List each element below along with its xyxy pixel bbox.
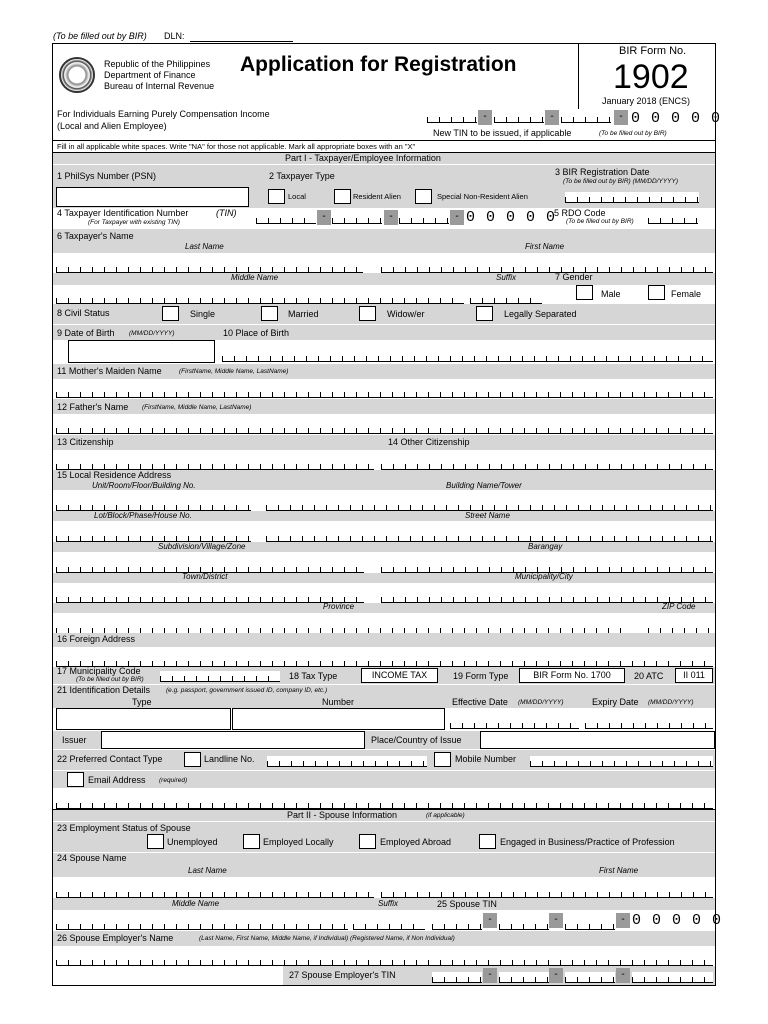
f1-label: 1 PhilSys Number (PSN) — [57, 171, 157, 181]
f18-label: 18 Tax Type — [289, 671, 338, 681]
resident-alien-label: Resident Alien — [353, 192, 401, 201]
f12-label: 12 Father's Name — [57, 402, 129, 412]
tin-separator: - — [545, 110, 559, 125]
town-input[interactable] — [56, 592, 364, 603]
other-citizenship-input[interactable] — [381, 459, 713, 470]
single-label: Single — [190, 309, 216, 319]
tin-separator: - — [549, 968, 563, 983]
part2-title: Part II - Spouse Information — [287, 810, 398, 820]
mother-name-input[interactable] — [56, 387, 713, 398]
foreign-address-input[interactable] — [56, 656, 713, 667]
eff-date-format: (MM/DD/YYYY) — [518, 699, 564, 706]
mobile-input[interactable] — [530, 756, 713, 767]
issuer-label: Issuer — [62, 735, 87, 745]
f2-label: 2 Taxpayer Type — [269, 171, 335, 181]
new-tin-branch: 0 0 0 0 0 — [631, 110, 722, 127]
dln-label: DLN: — [164, 31, 185, 41]
subtitle-1: For Individuals Earning Purely Compensation Income — [57, 109, 270, 119]
bir-reg-date-input[interactable] — [565, 192, 699, 203]
tin-separator: - — [483, 913, 497, 928]
local-label: Local — [288, 192, 306, 201]
f3-note: (To be filled out by BIR) (MM/DD/YYYY) — [563, 178, 678, 185]
psn-input[interactable] — [56, 187, 249, 207]
special-alien-checkbox[interactable] — [415, 189, 432, 204]
f21-label: 21 Identification Details — [57, 685, 151, 695]
male-checkbox[interactable] — [576, 285, 593, 300]
employer-tin-seg-1[interactable] — [432, 972, 482, 983]
town-label: Town/District — [182, 572, 228, 581]
eff-date-input[interactable] — [450, 718, 579, 729]
tin-separator: - — [478, 110, 492, 125]
business-checkbox[interactable] — [479, 834, 496, 849]
lot-label: Lot/Block/Phase/House No. — [94, 511, 192, 520]
tin-seg-2[interactable] — [332, 213, 382, 224]
id-type-input[interactable] — [56, 708, 231, 730]
tin-separator: - — [317, 210, 331, 225]
employed-abroad-checkbox[interactable] — [359, 834, 376, 849]
lot-input[interactable] — [56, 531, 251, 542]
place-issue-label: Place/Country of Issue — [371, 735, 462, 745]
unemployed-label: Unemployed — [167, 837, 218, 847]
f9-label: 9 Date of Birth — [57, 328, 115, 338]
f12-note: (FirstName, Middle Name, LastName) — [142, 404, 252, 411]
agency-line-1: Republic of the Philippines — [104, 59, 211, 69]
rdo-code-input[interactable] — [648, 213, 698, 224]
f26-label: 26 Spouse Employer's Name — [57, 933, 174, 943]
middle-name-label: Middle Name — [231, 273, 279, 282]
suffix-input[interactable] — [470, 293, 542, 304]
f4-note: (For Taxpayer with existing TIN) — [88, 219, 180, 226]
place-issue-input[interactable] — [480, 731, 715, 749]
building-input[interactable] — [266, 500, 713, 511]
tin-branch: 0 0 0 0 0 — [466, 209, 557, 226]
eff-date-label: Effective Date — [452, 697, 508, 707]
citizenship-input[interactable] — [56, 459, 374, 470]
middle-name-input[interactable] — [56, 293, 464, 304]
building-label: Building Name/Tower — [446, 481, 522, 490]
spouse-tin-seg-2[interactable] — [499, 919, 549, 930]
spouse-tin-seg-3[interactable] — [565, 919, 615, 930]
f23-label: 23 Employment Status of Spouse — [57, 823, 191, 833]
unemployed-checkbox[interactable] — [147, 834, 164, 849]
subtitle-2: (Local and Alien Employee) — [57, 121, 167, 131]
father-name-input[interactable] — [56, 423, 713, 434]
f25-label: 25 Spouse TIN — [437, 899, 497, 909]
subdivision-label: Subdivision/Village/Zone — [158, 542, 246, 551]
dob-input[interactable] — [68, 340, 215, 363]
mobile-label: Mobile Number — [455, 754, 517, 764]
f22-label: 22 Preferred Contact Type — [57, 754, 163, 764]
street-label: Street Name — [465, 511, 510, 520]
f7-label: 7 Gender — [555, 272, 593, 282]
exp-date-input[interactable] — [585, 718, 713, 729]
form-no-label: BIR Form No. — [619, 45, 687, 57]
f24-label: 24 Spouse Name — [57, 853, 127, 863]
tax-type-value: INCOME TAX — [361, 668, 438, 683]
widow-checkbox[interactable] — [359, 306, 376, 321]
exp-date-format: (MM/DD/YYYY) — [648, 699, 694, 706]
spouse-suffix-input[interactable] — [353, 919, 425, 930]
f14-label: 14 Other Citizenship — [388, 437, 470, 447]
spouse-tin-branch: 0 0 0 0 0 — [632, 912, 723, 929]
street-input[interactable] — [266, 531, 713, 542]
landline-checkbox[interactable] — [184, 752, 201, 767]
f3-label: 3 BIR Registration Date — [555, 167, 650, 177]
f4-tin: (TIN) — [216, 208, 237, 218]
employer-tin-seg-2[interactable] — [499, 972, 549, 983]
f20-label: 20 ATC — [634, 671, 664, 681]
spouse-suffix-label: Suffix — [378, 899, 399, 908]
last-name-input[interactable] — [56, 262, 363, 273]
employed-abroad-label: Employed Abroad — [380, 837, 452, 847]
unit-input[interactable] — [56, 500, 251, 511]
tin-separator: - — [549, 913, 563, 928]
f11-note: (FirstName, Middle Name, LastName) — [179, 368, 289, 375]
new-tin-seg-1[interactable] — [427, 112, 477, 123]
email-checkbox[interactable] — [67, 772, 84, 787]
married-checkbox[interactable] — [261, 306, 278, 321]
email-input[interactable] — [56, 798, 713, 809]
spouse-last-name-input[interactable] — [56, 887, 374, 898]
employer-tin-seg-3[interactable] — [565, 972, 615, 983]
exp-date-label: Expiry Date — [592, 697, 639, 707]
agency-line-2: Department of Finance — [104, 70, 196, 80]
spouse-first-name-label: First Name — [599, 866, 639, 875]
tin-separator: - — [616, 913, 630, 928]
id-number-input[interactable] — [232, 708, 445, 730]
f19-label: 19 Form Type — [453, 671, 509, 681]
new-tin-seg-2[interactable] — [494, 112, 544, 123]
instructions: Fill in all applicable white spaces. Write "NA" for those not applicable. Mark all appropriate boxes with an "X" — [57, 142, 416, 151]
tin-separator: - — [483, 968, 497, 983]
unit-label: Unit/Room/Floor/Building No. — [92, 481, 196, 490]
f13-label: 13 Citizenship — [57, 437, 114, 447]
new-tin-note: (To be filled out by BIR) — [599, 130, 667, 137]
mobile-checkbox[interactable] — [434, 752, 451, 767]
tin-separator: - — [616, 968, 630, 983]
form-version: January 2018 (ENCS) — [602, 96, 691, 106]
resident-alien-checkbox[interactable] — [334, 189, 351, 204]
id-type-label: Type — [132, 697, 152, 707]
barangay-label: Barangay — [528, 542, 563, 551]
f9-format: (MM/DD/YYYY) — [129, 330, 175, 337]
f8-label: 8 Civil Status — [57, 308, 110, 318]
spouse-last-name-label: Last Name — [188, 866, 227, 875]
female-label: Female — [671, 289, 702, 299]
tin-separator: - — [450, 210, 464, 225]
dln-field[interactable] — [190, 41, 293, 42]
female-checkbox[interactable] — [648, 285, 665, 300]
bir-note: (To be filled out by BIR) — [53, 31, 147, 41]
f21-note: (e.g. passport, government issued ID, company ID, etc.) — [166, 687, 328, 694]
suffix-label: Suffix — [496, 273, 517, 282]
separated-label: Legally Separated — [504, 309, 577, 319]
local-checkbox[interactable] — [268, 189, 285, 204]
first-name-input[interactable] — [381, 262, 713, 273]
first-name-label: First Name — [525, 242, 565, 251]
male-label: Male — [601, 289, 621, 299]
f11-label: 11 Mother's Maiden Name — [57, 366, 162, 376]
part1-title: Part I - Taxpayer/Employee Information — [285, 153, 441, 163]
employed-local-checkbox[interactable] — [243, 834, 260, 849]
part2-note: (if applicable) — [426, 812, 465, 819]
f16-label: 16 Foreign Address — [57, 634, 136, 644]
tin-seg-3[interactable] — [399, 213, 449, 224]
married-label: Married — [288, 309, 319, 319]
f10-label: 10 Place of Birth — [223, 328, 290, 338]
f6-label: 6 Taxpayer's Name — [57, 231, 134, 241]
landline-label: Landline No. — [204, 754, 255, 764]
f5-label: 5 RDO Code — [554, 208, 606, 218]
single-checkbox[interactable] — [162, 306, 179, 321]
f17-label: 17 Municipality Code — [57, 666, 141, 676]
municipality-code-input[interactable] — [160, 671, 280, 682]
email-required: (required) — [159, 777, 188, 784]
id-number-label: Number — [322, 697, 355, 707]
issuer-input[interactable] — [101, 731, 365, 749]
tin-seg-1[interactable] — [256, 213, 316, 224]
separated-checkbox[interactable] — [476, 306, 493, 321]
f4-label: 4 Taxpayer Identification Number — [57, 208, 189, 218]
employed-local-label: Employed Locally — [263, 837, 334, 847]
spouse-tin-seg-1[interactable] — [432, 919, 482, 930]
form-number: 1902 — [613, 58, 689, 96]
widow-label: Widow/er — [387, 309, 425, 319]
zip-label: ZIP Code — [662, 602, 696, 611]
spouse-first-name-input[interactable] — [381, 887, 713, 898]
email-label: Email Address — [88, 775, 146, 785]
municipality-label: Municipality/City — [515, 572, 573, 581]
spouse-middle-name-label: Middle Name — [172, 899, 220, 908]
new-tin-seg-3[interactable] — [561, 112, 611, 123]
agency-line-3: Bureau of Internal Revenue — [104, 81, 215, 91]
landline-input[interactable] — [267, 756, 427, 767]
province-label: Province — [323, 602, 355, 611]
f27-label: 27 Spouse Employer's TIN — [289, 970, 396, 980]
f15-label: 15 Local Residence Address — [57, 470, 172, 480]
atc-value: II 011 — [675, 668, 713, 683]
tin-separator: - — [384, 210, 398, 225]
f17-note: (To be filled out by BIR) — [76, 676, 144, 683]
bir-seal-icon — [59, 57, 95, 93]
f26-note: (Last Name, First Name, Middle Name, if Individual) (Registered Name, if Non Individual) — [199, 935, 455, 942]
employer-tin-branch[interactable] — [632, 972, 713, 983]
form-title: Application for Registration — [240, 53, 517, 76]
special-alien-label: Special Non-Resident Alien — [437, 192, 528, 201]
spouse-employer-input[interactable] — [56, 955, 713, 966]
new-tin-label: New TIN to be issued, if applicable — [433, 128, 572, 138]
last-name-label: Last Name — [185, 242, 224, 251]
f5-note: (To be filled out by BIR) — [566, 218, 634, 225]
tin-separator: - — [614, 110, 628, 125]
form-type-value: BIR Form No. 1700 — [519, 668, 625, 683]
spouse-middle-name-input[interactable] — [56, 919, 348, 930]
business-label: Engaged in Business/Practice of Profession — [500, 837, 675, 847]
pob-input[interactable] — [222, 351, 713, 362]
